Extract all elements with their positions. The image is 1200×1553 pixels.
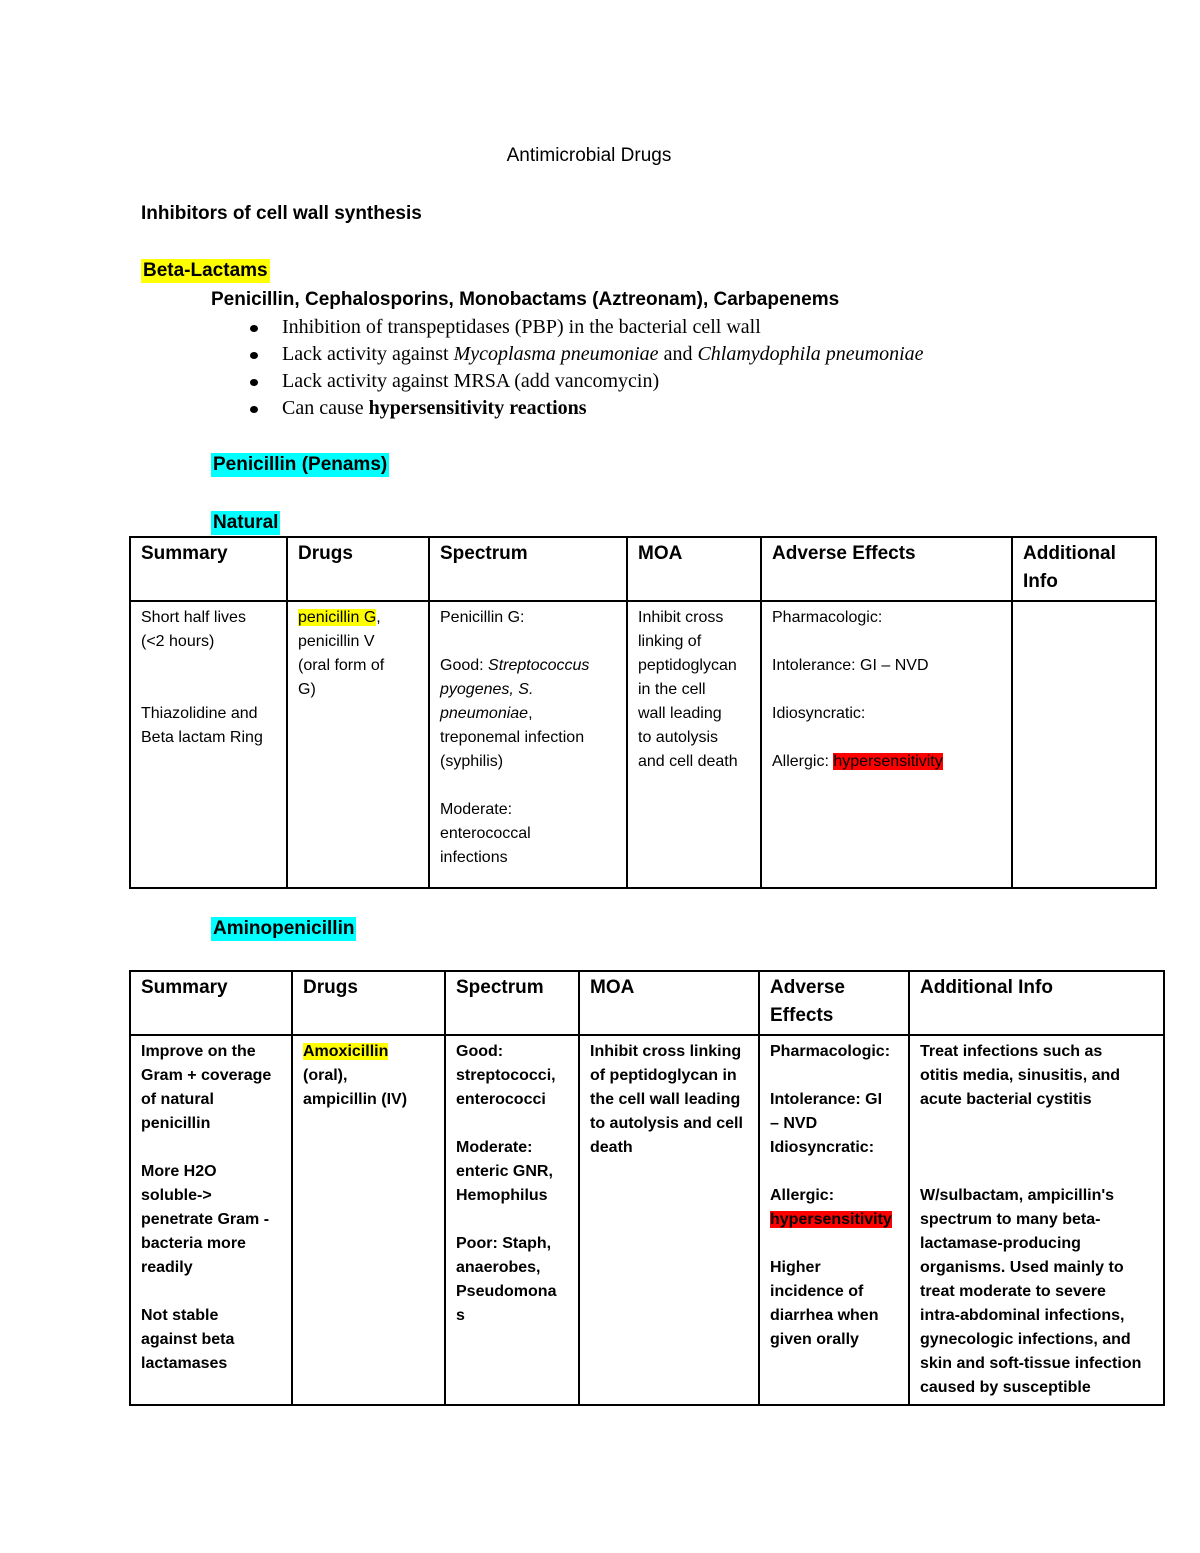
summary-cell [130,1035,292,1405]
header-cell: Adverse Effects [761,537,1012,601]
cell-line: skin and soft-tissue infection [920,1355,1142,1372]
cell-line: penicillin V [298,633,375,650]
cell-line: Idiosyncratic: [770,1139,875,1156]
bullet-item [250,341,924,368]
cell-line: Improve on the [141,1043,256,1060]
moa-cell [579,1035,759,1405]
bullet-text: Lack activity against MRSA (add vancomycin) [282,370,660,392]
table-row [130,1035,1164,1405]
header-cell: Summary [130,537,287,601]
cell-line: Thiazolidine and [141,705,258,722]
spectrum-cell [445,1035,579,1405]
bullet-text: Inhibition of transpeptidases (PBP) in the bacterial cell wall [282,316,761,338]
cell-line: ampicillin (IV) [303,1091,408,1108]
bullet-organism: Chlamydophila pneumoniae [697,343,924,365]
cell-line: organisms. Used mainly to [920,1259,1124,1276]
natural-penicillin-table [129,536,1157,889]
header-cell: Spectrum [429,537,627,601]
cell-line: peptidoglycan [638,657,737,674]
aminopenicillin-table [129,970,1165,1406]
drug-highlight: penicillin G [298,609,377,626]
cell-line: of peptidoglycan in [590,1067,737,1084]
table-header-row [130,537,1156,601]
drug-highlight: Amoxicillin [303,1043,389,1060]
cell-line: Hemophilus [456,1187,548,1204]
aminopenicillin-heading [211,917,356,941]
cell-line: gynecologic infections, and [920,1331,1131,1348]
cell-line: linking of [638,633,702,650]
cell-line: lactamases [141,1355,228,1372]
header-cell: Additional Info [909,971,1164,1035]
cell-line: the cell wall leading [590,1091,741,1108]
header-line: Effects [770,1005,834,1026]
cell-line: treponemal infection [440,729,585,746]
cell-line: in the cell [638,681,706,698]
beta-lactams-heading [141,259,270,283]
cell-line: Poor: Staph, [456,1235,552,1252]
aminopenicillin-highlight: Aminopenicillin [213,918,355,939]
cell-line: (<2 hours) [141,633,215,650]
cell-line: diarrhea when [770,1307,879,1324]
cell-text: , [376,609,381,626]
cell-line: infections [440,849,508,866]
adverse-effects-cell [759,1035,909,1405]
cell-line: otitis media, sinusitis, and [920,1067,1121,1084]
summary-cell [130,601,287,888]
cell-line: readily [141,1259,193,1276]
cell-line: enteric GNR, [456,1163,553,1180]
bullet-text: and [658,343,698,365]
cell-line: Pharmacologic: [770,1043,891,1060]
cell-line: caused by susceptible [920,1379,1091,1396]
cell-line: (oral), [303,1067,348,1084]
cell-line: Moderate: [440,801,513,818]
adverse-effects-cell [761,601,1012,888]
beta-lactams-bullet-list [250,314,924,422]
header-cell: Drugs [287,537,429,601]
cell-line: W/sulbactam, ampicillin's [920,1187,1115,1204]
organism-text: pneumoniae [440,705,529,722]
table-header-row [130,971,1164,1035]
cell-line: Short half lives [141,609,246,626]
cell-line: (syphilis) [440,753,504,770]
beta-lactams-highlight: Beta-Lactams [143,260,268,281]
bullet-item [250,395,924,422]
cell-line: penetrate Gram - [141,1211,270,1228]
cell-line: bacteria more [141,1235,246,1252]
bullet-item [250,368,924,395]
cell-line: s [456,1307,465,1324]
cell-line: anaerobes, [456,1259,541,1276]
cell-line: enterococcal [440,825,531,842]
cell-line: Beta lactam Ring [141,729,263,746]
cell-line: Treat infections such as [920,1043,1103,1060]
section-heading: Inhibitors of cell wall synthesis [141,203,422,224]
cell-line: of natural [141,1091,214,1108]
cell-line: incidence of [770,1283,864,1300]
beta-lactams-subheading: Penicillin, Cephalosporins, Monobactams (Aztreonam), Carbapenems [211,289,840,310]
cell-line: spectrum to many beta- [920,1211,1101,1228]
cell-line: treat moderate to severe [920,1283,1106,1300]
cell-line: Pseudomona [456,1283,557,1300]
allergy-highlight: hypersensitivity [833,753,943,770]
cell-line: Allergic: [770,1187,835,1204]
bullet-organism: Mycoplasma pneumoniae [453,343,659,365]
cell-line: Inhibit cross linking [590,1043,742,1060]
cell-line: lactamase-producing [920,1235,1081,1252]
cell-line: against beta [141,1331,235,1348]
table-row [130,601,1156,888]
cell-line: Gram + coverage [141,1067,272,1084]
natural-highlight: Natural [213,512,279,533]
page-title: Antimicrobial Drugs [506,145,672,166]
cell-line: Moderate: [456,1139,533,1156]
moa-cell [627,601,761,888]
organism-text: pyogenes, S. [440,681,534,698]
bullet-icon [250,352,258,359]
cell-line: enterococci [456,1091,546,1108]
cell-line: (oral form of [298,657,385,674]
header-cell: Drugs [292,971,445,1035]
cell-line: penicillin [141,1115,211,1132]
additional-info-cell [1012,601,1156,888]
cell-line: Pharmacologic: [772,609,883,626]
bullet-icon [250,379,258,386]
bullet-text: Can cause [282,397,369,419]
spectrum-cell [429,601,627,888]
drugs-cell [287,601,429,888]
cell-line: More H2O [141,1163,217,1180]
bullet-text: Lack activity against [282,343,454,365]
cell-text: Good: [440,657,489,674]
header-cell: Summary [130,971,292,1035]
cell-line: wall leading [638,705,722,722]
bullet-emphasis: hypersensitivity reactions [368,397,587,419]
cell-line: – NVD [770,1115,818,1132]
cell-line: death [590,1139,633,1156]
header-cell: Additional Info [1012,537,1156,601]
allergy-highlight: hypersensitivity [770,1211,892,1228]
cell-line: Inhibit cross [638,609,724,626]
cell-line: Intolerance: GI [770,1091,883,1108]
header-cell: Spectrum [445,971,579,1035]
header-cell: MOA [579,971,759,1035]
organism-text: Streptococcus [488,657,590,674]
header-line: Adverse [770,977,845,998]
cell-line: Penicillin G: [440,609,525,626]
bullet-icon [250,406,258,413]
cell-line: to autolysis [638,729,719,746]
cell-line: to autolysis and cell [590,1115,743,1132]
cell-line: Intolerance: GI – NVD [772,657,929,674]
additional-info-cell [909,1035,1164,1405]
cell-text: , [528,705,533,722]
bullet-icon [250,325,258,332]
cell-line: acute bacterial cystitis [920,1091,1092,1108]
cell-line: and cell death [638,753,738,770]
cell-line: intra-abdominal infections, [920,1307,1125,1324]
drugs-cell [292,1035,445,1405]
header-cell [759,971,909,1035]
cell-line: soluble-> [141,1187,212,1204]
penicillin-highlight: Penicillin (Penams) [213,454,388,475]
cell-line: Not stable [141,1307,219,1324]
header-cell: MOA [627,537,761,601]
penicillin-heading [211,453,389,477]
cell-line: Idiosyncratic: [772,705,866,722]
cell-line: G) [298,681,316,698]
cell-line: Higher [770,1259,821,1276]
cell-line: given orally [770,1331,859,1348]
bullet-item [250,314,924,341]
natural-heading [211,511,280,535]
cell-line: streptococci, [456,1067,556,1084]
cell-line: Good: [456,1043,504,1060]
cell-text: Allergic: [772,753,834,770]
